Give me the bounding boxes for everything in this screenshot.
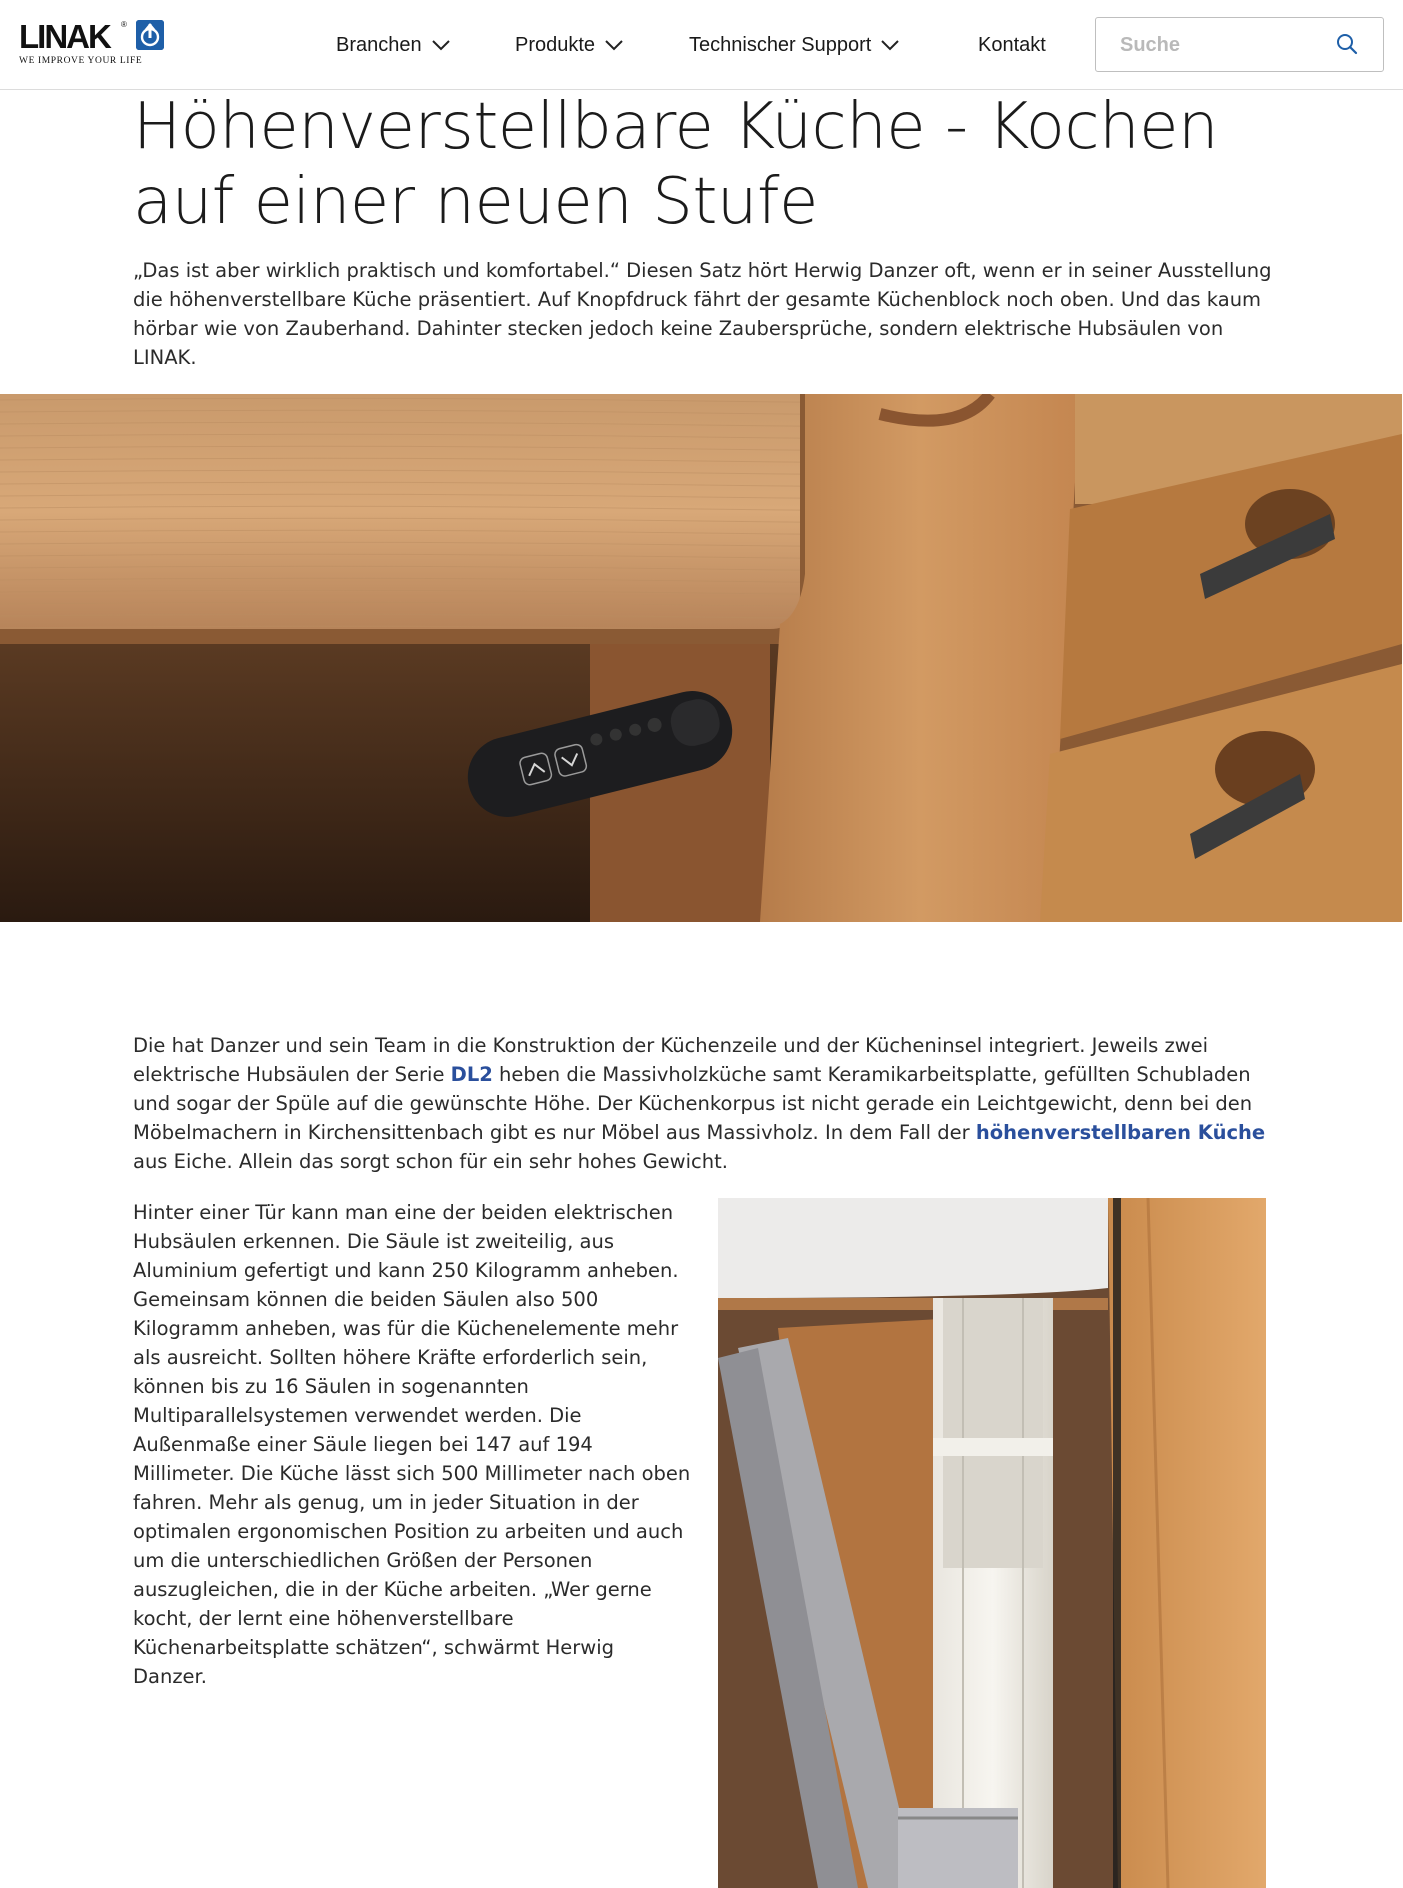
logo-wordmark: LINAK	[19, 18, 110, 55]
logo-registered-mark: ®	[121, 20, 127, 29]
nav-item-kontakt[interactable]	[978, 30, 1046, 60]
hero-image	[0, 394, 1402, 922]
body-paragraph-1	[133, 1031, 1273, 1176]
para1-text-a: Die hat Danzer und sein Team in die Konstruktion der Küchenzeile und der Kücheninsel integriert. Jeweils zwei elektrische Hubsäulen der Serie	[133, 1034, 1209, 1086]
chevron-down-icon	[881, 39, 899, 51]
logo-emblem-icon	[136, 20, 164, 50]
intro-paragraph: „Das ist aber wirklich praktisch und komfortabel.“ Diesen Satz hört Herwig Danzer oft, wenn er in seiner Ausstellung die höhenverstellbare Küche präsentiert. Auf Knopfdruck fährt der gesamte Küchenblock noch oben. Und das kaum hörbar wie von Zauberhand. Dahinter stecken jedoch keine Zaubersprüche, sondern elektrische Hubsäulen von LINAK.	[133, 259, 1272, 369]
site-header	[0, 0, 1403, 90]
nav-label: Kontakt	[978, 33, 1046, 56]
side-image	[718, 1198, 1266, 1888]
nav-item-produkte[interactable]	[515, 30, 623, 60]
chevron-down-icon	[432, 39, 450, 51]
logo-tagline: WE IMPROVE YOUR LIFE	[19, 56, 143, 66]
nav-label: Branchen	[336, 33, 422, 56]
search-icon[interactable]	[1336, 33, 1358, 55]
search-input[interactable]	[1120, 32, 1340, 58]
chevron-down-icon	[605, 39, 623, 51]
para1-text-b: heben die Massivholzküche samt Keramikarbeitsplatte, gefüllten Schubladen und sogar der Spüle auf die gewünschte Höhe. Der Küchenkorpus ist nicht gerade ein Leichtgewicht, denn bei den Möbelmachern in Kirchensittenbach gibt es nur Möbel aus Massivholz. In dem Fall der	[133, 1063, 1253, 1144]
body-paragraph-2: Hinter einer Tür kann man eine der beiden elektrischen Hubsäulen erkennen. Die Säule ist zweiteilig, aus Aluminium gefertigt und kann 250 Kilogramm anheben. Gemeinsam können die beiden Säulen also 500 Kilogramm anheben, was für die Küchenelemente mehr als ausreicht. Sollten höhere Kräfte erforderlich sein, können bis zu 16 Säulen in sogenannten Multiparallelsystemen verwendet werden. Die Außenmaße einer Säule liegen bei 147 auf 194 Millimeter. Die Küche lässt sich 500 Millimeter nach oben fahren. Mehr als genug, um in jeder Situation in der optimalen ergonomischen Position zu arbeiten und auch um die unterschiedlichen Größen der Personen auszugleichen, die in der Küche arbeiten. „Wer gerne kocht, der lernt eine höhenverstellbare Küchenarbeitsplatte schätzen“, schwärmt Herwig Danzer.	[133, 1201, 691, 1688]
nav-label: Technischer Support	[689, 33, 872, 56]
nav-item-technischer-support[interactable]	[689, 30, 899, 60]
nav-label: Produkte	[515, 33, 596, 56]
linak-logo[interactable]	[19, 20, 164, 68]
nav-item-branchen[interactable]	[336, 30, 450, 60]
page-title: Höhenverstellbare Küche - Kochen auf einer neuen Stufe	[133, 90, 1219, 239]
link-dl2[interactable]: DL2	[450, 1063, 493, 1086]
link-hoehenverstellbare-kueche[interactable]: höhenverstellbaren Küche	[975, 1121, 1266, 1144]
para1-text-c: aus Eiche. Allein das sorgt schon für ein sehr hohes Gewicht.	[133, 1150, 728, 1173]
